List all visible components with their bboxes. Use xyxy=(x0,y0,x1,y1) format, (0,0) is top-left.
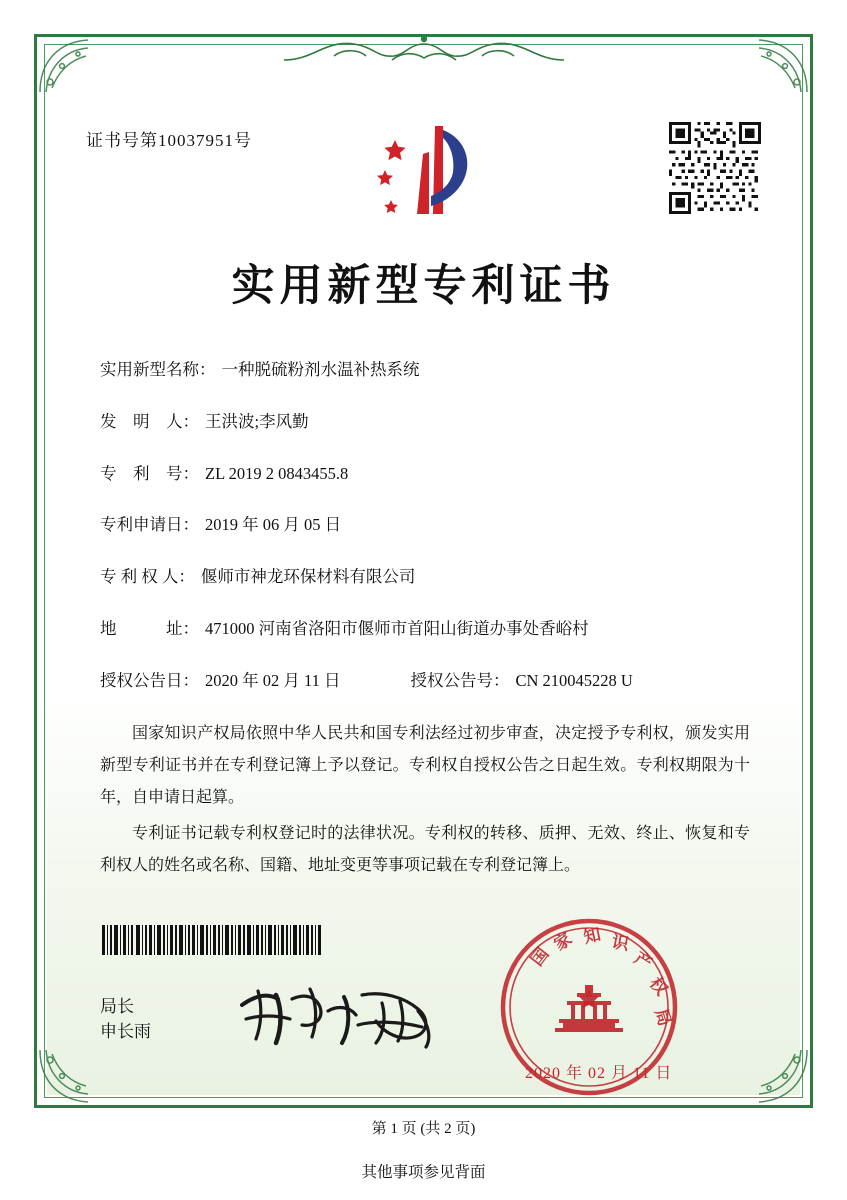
field-label: 实用新型名称： xyxy=(100,360,216,379)
field-label: 地 址： xyxy=(100,618,199,638)
corner-ornament-icon xyxy=(741,36,811,96)
grant-date-value: 2020 年 02 月 11 日 xyxy=(205,670,341,690)
field-row-patent-number xyxy=(100,462,760,487)
field-value: 2019 年 06 月 05 日 xyxy=(205,515,342,535)
svg-text:国: 国 xyxy=(527,944,553,970)
grant-number-value: CN 210045228 U xyxy=(515,670,633,690)
field-row-address xyxy=(100,617,760,642)
field-label: 专利申请日： xyxy=(100,515,199,535)
field-label: 发 明 人： xyxy=(100,411,199,431)
field-row-grant-announcement xyxy=(100,669,760,694)
svg-text:知: 知 xyxy=(581,924,603,947)
field-value: 偃师市神龙环保材料有限公司 xyxy=(200,567,416,586)
field-value: 471000 河南省洛阳市偃师市首阳山街道办事处香峪村 xyxy=(205,618,589,638)
field-label: 专 利 号： xyxy=(100,463,199,483)
grant-date-label: 授权公告日： xyxy=(100,670,199,690)
legal-paragraph-2: 专利证书记载专利权登记时的法律状况。专利权的转移、质押、无效、终止、恢复和专利权人的姓名或名称、国籍、地址变更等事项记载在专利登记簿上。 xyxy=(100,825,750,874)
cnipa-logo-icon xyxy=(365,118,485,228)
field-value: 王洪波;李风勤 xyxy=(205,411,309,431)
field-row-application-date xyxy=(100,513,760,538)
svg-text:权: 权 xyxy=(645,973,672,999)
svg-text:家: 家 xyxy=(550,929,576,955)
certificate-number: 证书号第10037951号 xyxy=(86,131,252,150)
field-row-inventor xyxy=(100,410,760,435)
barcode xyxy=(102,925,324,955)
signature-name: 申长雨 xyxy=(100,1021,151,1041)
svg-text:识: 识 xyxy=(610,932,631,954)
field-value: 一种脱硫粉剂水温补热系统 xyxy=(221,360,420,379)
signature-role: 局长 xyxy=(100,997,134,1016)
seal-date: 2020 年 02 月 11 日 xyxy=(525,1065,673,1082)
page-number: 第 1 页 (共 2 页) xyxy=(371,1121,476,1137)
handwritten-signature-icon xyxy=(232,975,452,1055)
grant-number-label: 授权公告号： xyxy=(410,670,510,690)
footer-note: 其他事项参见背面 xyxy=(361,1164,486,1181)
signature-block xyxy=(100,995,151,1044)
corner-ornament-icon xyxy=(36,1046,106,1106)
field-label: 专 利 权 人： xyxy=(100,567,195,586)
qr-code-icon xyxy=(669,122,761,214)
svg-text:局: 局 xyxy=(651,1006,675,1029)
corner-ornament-icon xyxy=(36,36,106,96)
corner-ornament-icon xyxy=(741,1046,811,1106)
field-row-utility-model-name xyxy=(100,358,760,383)
legal-paragraph-1: 国家知识产权局依照中华人民共和国专利法经过初步审查，决定授予专利权，颁发实用新型专利证书并在专利登记簿上予以登记。专利权自授权公告之日起生效。专利权期限为十年，自申请日起算。 xyxy=(100,725,750,806)
svg-text:产: 产 xyxy=(630,948,656,974)
field-row-patentee xyxy=(100,565,760,590)
field-value: ZL 2019 2 0843455.8 xyxy=(205,463,349,483)
field-list xyxy=(100,358,760,720)
page-title: 实用新型专利证书 xyxy=(231,263,616,310)
top-ornament-icon xyxy=(274,30,574,70)
legal-text xyxy=(100,718,750,886)
